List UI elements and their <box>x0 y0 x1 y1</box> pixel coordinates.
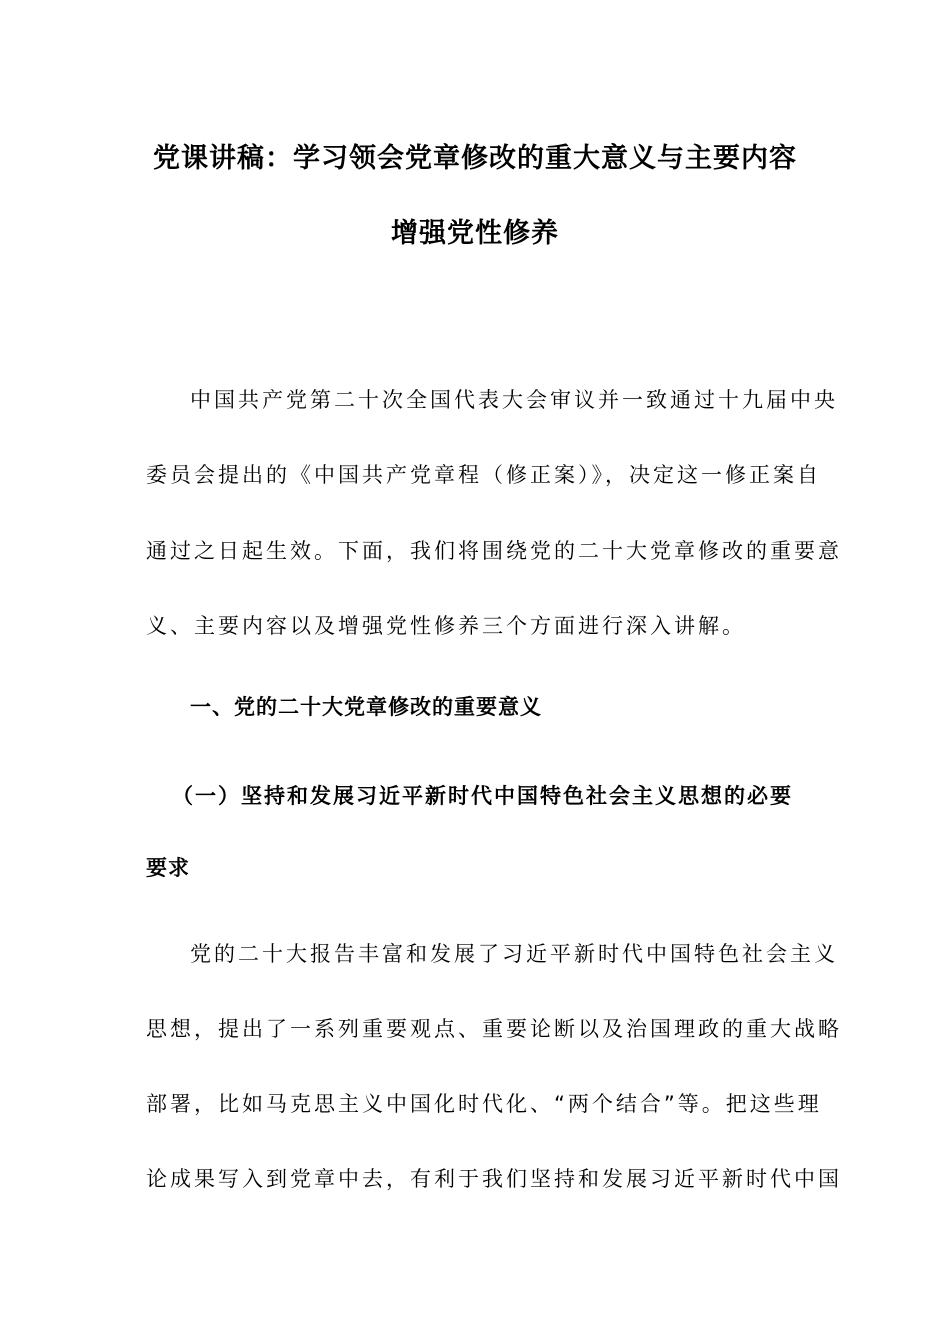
document-title-line-1: 党课讲稿：学习领会党章修改的重大意义与主要内容 <box>153 143 797 174</box>
document-title-line-2: 增强党性修养 <box>391 218 559 249</box>
paragraph-2-line-4: 论成果写入到党章中去，有利于我们坚持和发展习近平新时代中国 <box>146 1167 842 1191</box>
subsection-heading-line-1: （一）坚持和发展习近平新时代中国特色社会主义思想的必要 <box>172 784 793 808</box>
paragraph-1-line-3: 通过之日起生效。下面，我们将围绕党的二十大党章修改的重要意 <box>146 539 842 563</box>
paragraph-1-line-4: 义、主要内容以及增强党性修养三个方面进行深入讲解。 <box>146 614 746 638</box>
paragraph-2-line-2: 思想，提出了一系列重要观点、重要论断以及治国理政的重大战略 <box>146 1017 842 1041</box>
paragraph-2-line-3: 部署，比如马克思主义中国化时代化、“两个结合”等。把这些理 <box>146 1092 822 1116</box>
section-heading: 一、党的二十大党章修改的重要意义 <box>190 695 542 719</box>
subsection-heading-line-2: 要求 <box>146 856 190 880</box>
paragraph-2-line-1: 党的二十大报告丰富和发展了习近平新时代中国特色社会主义 <box>190 942 838 966</box>
paragraph-1-line-2: 委员会提出的《中国共产党章程（修正案）》，决定这一修正案自 <box>146 463 821 487</box>
paragraph-1-line-1: 中国共产党第二十次全国代表大会审议并一致通过十九届中央 <box>190 388 838 412</box>
